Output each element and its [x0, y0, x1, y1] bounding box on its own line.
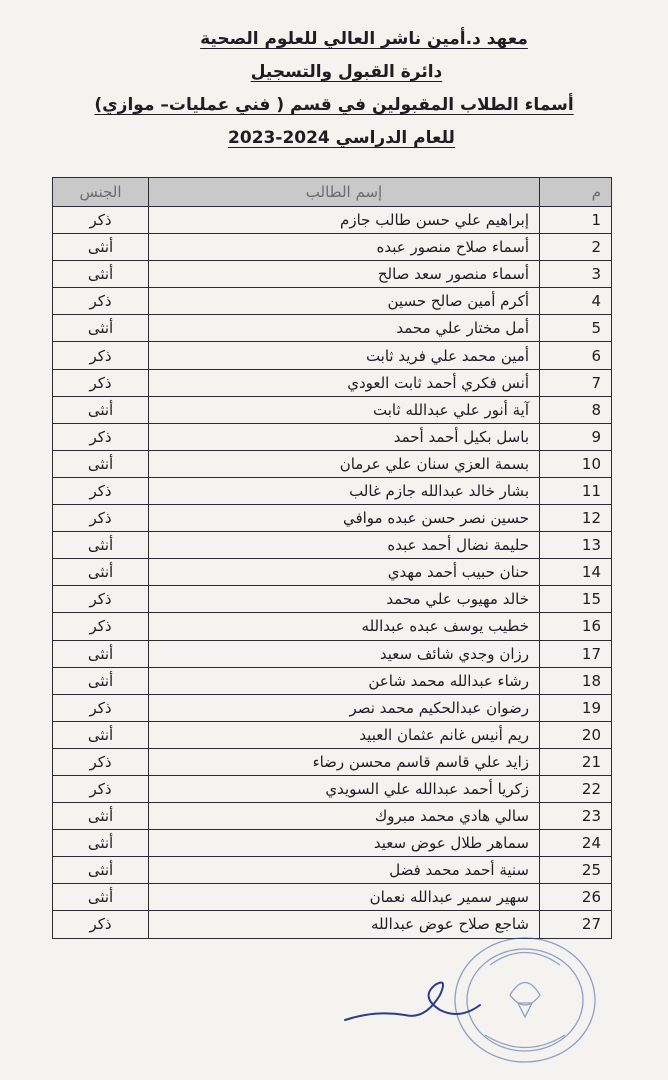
row-number: 8	[540, 396, 612, 423]
student-name: حنان حبيب أحمد مهدي	[149, 559, 540, 586]
academic-year: للعام الدراسي 2024-2023	[228, 128, 455, 148]
student-gender: ذكر	[53, 586, 149, 613]
student-gender: ذكر	[53, 505, 149, 532]
student-gender: أنثى	[53, 857, 149, 884]
row-number: 21	[540, 748, 612, 775]
student-gender: أنثى	[53, 803, 149, 830]
table-row	[53, 586, 612, 613]
row-number: 2	[540, 234, 612, 261]
table-row	[53, 613, 612, 640]
column-header-name: إسم الطالب	[149, 178, 540, 207]
student-name: أمل مختار علي محمد	[149, 315, 540, 342]
table-row	[53, 450, 612, 477]
student-gender: ذكر	[53, 911, 149, 938]
row-number: 9	[540, 423, 612, 450]
table-row	[53, 532, 612, 559]
student-gender: أنثى	[53, 396, 149, 423]
student-gender: ذكر	[53, 369, 149, 396]
table-row	[53, 830, 612, 857]
table-row	[53, 396, 612, 423]
student-gender: أنثى	[53, 884, 149, 911]
student-name: بسمة العزي سنان علي عرمان	[149, 450, 540, 477]
student-gender: ذكر	[53, 207, 149, 234]
student-name: سماهر طلال عوض سعيد	[149, 830, 540, 857]
student-name: حليمة نضال أحمد عبده	[149, 532, 540, 559]
student-gender: أنثى	[53, 450, 149, 477]
document-header	[0, 30, 668, 162]
student-name: بشار خالد عبدالله جازم غالب	[149, 477, 540, 504]
student-gender: ذكر	[53, 694, 149, 721]
institute-name: معهد د.أمين ناشر العالي للعلوم الصحية	[200, 29, 528, 49]
student-gender: ذكر	[53, 423, 149, 450]
student-gender: أنثى	[53, 721, 149, 748]
row-number: 20	[540, 721, 612, 748]
students-table	[52, 177, 612, 939]
row-number: 23	[540, 803, 612, 830]
student-name: أنس فكري أحمد ثابت العودي	[149, 369, 540, 396]
column-header-number: م	[540, 178, 612, 207]
table-row	[53, 667, 612, 694]
stamp-graphic	[455, 938, 595, 1062]
student-gender: أنثى	[53, 830, 149, 857]
student-gender: ذكر	[53, 288, 149, 315]
table-row	[53, 315, 612, 342]
student-name: خالد مهيوب علي محمد	[149, 586, 540, 613]
student-name: ريم أنيس غانم عثمان العبيد	[149, 721, 540, 748]
student-gender: أنثى	[53, 640, 149, 667]
row-number: 19	[540, 694, 612, 721]
table-header-row	[53, 178, 612, 207]
table-row	[53, 369, 612, 396]
table-row	[53, 559, 612, 586]
row-number: 11	[540, 477, 612, 504]
row-number: 10	[540, 450, 612, 477]
table-row	[53, 721, 612, 748]
row-number: 5	[540, 315, 612, 342]
row-number: 26	[540, 884, 612, 911]
student-name: رشاء عبدالله محمد شاعن	[149, 667, 540, 694]
student-name: زكريا أحمد عبدالله علي السويدي	[149, 775, 540, 802]
document-title: أسماء الطلاب المقبولين في قسم ( فني عمليات– موازي)	[94, 95, 574, 115]
column-header-gender: الجنس	[53, 178, 149, 207]
table-row	[53, 342, 612, 369]
student-name: زايد علي قاسم قاسم محسن رضاء	[149, 748, 540, 775]
row-number: 27	[540, 911, 612, 938]
table-row	[53, 775, 612, 802]
student-name: سهير سمير عبدالله نعمان	[149, 884, 540, 911]
row-number: 6	[540, 342, 612, 369]
signature	[335, 960, 485, 1050]
table-row	[53, 477, 612, 504]
table-row	[53, 748, 612, 775]
row-number: 13	[540, 532, 612, 559]
row-number: 15	[540, 586, 612, 613]
student-name: خطيب يوسف عبده عبدالله	[149, 613, 540, 640]
student-gender: أنثى	[53, 261, 149, 288]
row-number: 18	[540, 667, 612, 694]
student-name: سنية أحمد محمد فضل	[149, 857, 540, 884]
student-name: أمين محمد علي فريد ثابت	[149, 342, 540, 369]
student-name: سالي هادي محمد مبروك	[149, 803, 540, 830]
student-gender: ذكر	[53, 342, 149, 369]
row-number: 22	[540, 775, 612, 802]
row-number: 12	[540, 505, 612, 532]
student-gender: ذكر	[53, 775, 149, 802]
student-name: أكرم أمين صالح حسين	[149, 288, 540, 315]
row-number: 25	[540, 857, 612, 884]
table-row	[53, 884, 612, 911]
table-row	[53, 640, 612, 667]
row-number: 17	[540, 640, 612, 667]
table-body	[53, 207, 612, 939]
student-gender: أنثى	[53, 315, 149, 342]
student-gender: ذكر	[53, 748, 149, 775]
table-row	[53, 505, 612, 532]
student-gender: ذكر	[53, 613, 149, 640]
student-gender: أنثى	[53, 532, 149, 559]
table-row	[53, 694, 612, 721]
row-number: 16	[540, 613, 612, 640]
student-name: باسل بكيل أحمد أحمد	[149, 423, 540, 450]
table-row	[53, 857, 612, 884]
department-name: دائرة القبول والتسجيل	[250, 62, 443, 82]
student-gender: أنثى	[53, 667, 149, 694]
student-gender: ذكر	[53, 477, 149, 504]
student-gender: أنثى	[53, 234, 149, 261]
table-row	[53, 288, 612, 315]
student-name: آية أنور علي عبدالله ثابت	[149, 396, 540, 423]
student-name: أسماء صلاح منصور عبده	[149, 234, 540, 261]
student-name: شاجع صلاح عوض عبدالله	[149, 911, 540, 938]
table-row	[53, 207, 612, 234]
row-number: 3	[540, 261, 612, 288]
row-number: 14	[540, 559, 612, 586]
row-number: 24	[540, 830, 612, 857]
student-name: إبراهيم علي حسن طالب جازم	[149, 207, 540, 234]
student-gender: أنثى	[53, 559, 149, 586]
table-row	[53, 911, 612, 938]
row-number: 4	[540, 288, 612, 315]
table-row	[53, 234, 612, 261]
student-name: حسين نصر حسن عبده موافي	[149, 505, 540, 532]
official-stamp	[430, 925, 605, 1075]
student-name: رزان وجدي شائف سعيد	[149, 640, 540, 667]
row-number: 7	[540, 369, 612, 396]
table-row	[53, 803, 612, 830]
row-number: 1	[540, 207, 612, 234]
student-name: رضوان عبدالحكيم محمد نصر	[149, 694, 540, 721]
student-name: أسماء منصور سعد صالح	[149, 261, 540, 288]
table-row	[53, 261, 612, 288]
table-row	[53, 423, 612, 450]
